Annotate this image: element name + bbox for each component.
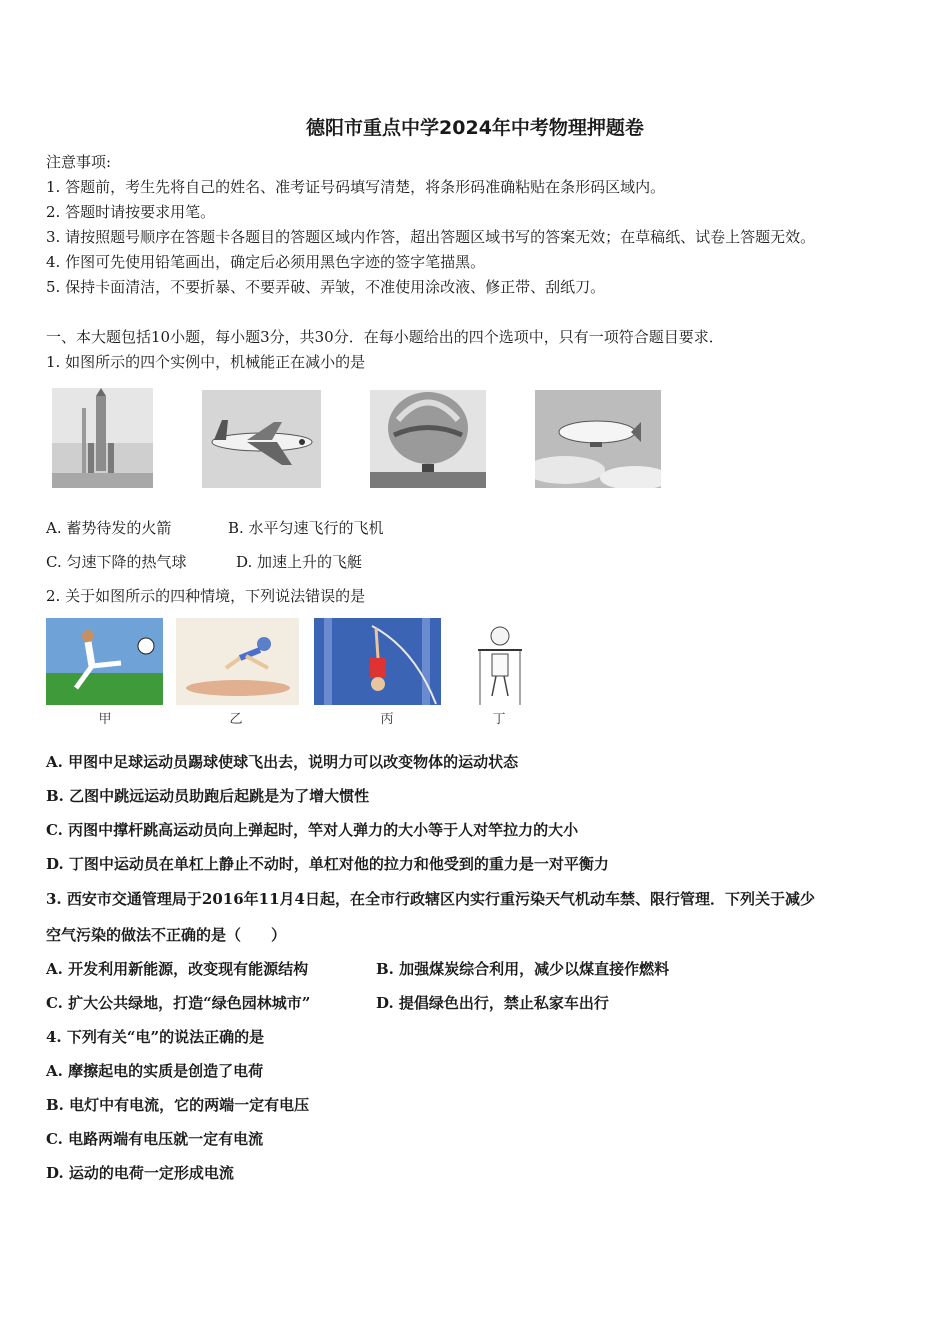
pull-up-bar-image bbox=[462, 618, 528, 705]
question-2-stem: 2. 关于如图所示的四种情境，下列说法错误的是 bbox=[46, 587, 366, 605]
question-4-stem: 4. 下列有关“电”的说法正确的是 bbox=[46, 1028, 265, 1046]
notice-heading: 注意事项: bbox=[46, 153, 112, 171]
hot-air-balloon-image bbox=[370, 390, 486, 488]
q2-option: C. 丙图中撑杆跳高运动员向上弹起时，竿对人弹力的大小等于人对竿拉力的大小 bbox=[46, 821, 579, 839]
section-heading: 一、本大题包括10小题，每小题3分，共30分．在每小题给出的四个选项中，只有一项符合题目要求． bbox=[46, 328, 724, 346]
page-title: 德阳市重点中学2024年中考物理押题卷 bbox=[306, 117, 644, 139]
q3-option: C. 扩大公共绿地，打造“绿色园林城市” bbox=[46, 994, 311, 1012]
q2-option: D. 丁图中运动员在单杠上静止不动时，单杠对他的拉力和他受到的重力是一对平衡力 bbox=[46, 855, 609, 873]
figure-caption: 丙 bbox=[380, 712, 394, 727]
figure-caption: 甲 bbox=[98, 712, 112, 727]
notice-item: 3. 请按照题号顺序在答题卡各题目的答题区域内作答，超出答题区域书写的答案无效；在草稿纸、试卷上答题无效。 bbox=[46, 228, 816, 246]
q4-option: C. 电路两端有电压就一定有电流 bbox=[46, 1130, 264, 1148]
notice-item: 4. 作图可先使用铅笔画出，确定后必须用黑色字迹的签字笔描黑。 bbox=[46, 253, 486, 271]
q1-option: B. 水平匀速飞行的飞机 bbox=[228, 519, 384, 537]
question-1-stem: 1. 如图所示的四个实例中，机械能正在减小的是 bbox=[46, 353, 366, 371]
notice-item: 1. 答题前，考生先将自己的姓名、准考证号码填写清楚，将条形码准确粘贴在条形码区域内。 bbox=[46, 178, 666, 196]
figure-caption: 丁 bbox=[492, 712, 506, 727]
airship-image bbox=[535, 390, 661, 488]
q1-option: C. 匀速下降的热气球 bbox=[46, 553, 187, 571]
pole-vault-image bbox=[314, 618, 441, 705]
q2-option: B. 乙图中跳远运动员助跑后起跳是为了增大惯性 bbox=[46, 787, 370, 805]
soccer-player-image bbox=[46, 618, 163, 705]
q1-option: D. 加速上升的飞艇 bbox=[236, 553, 363, 571]
airplane-image bbox=[202, 390, 321, 488]
q4-option: D. 运动的电荷一定形成电流 bbox=[46, 1164, 234, 1182]
q3-option: D. 提倡绿色出行，禁止私家车出行 bbox=[376, 994, 609, 1012]
q3-option: B. 加强煤炭综合利用，减少以煤直接作燃料 bbox=[376, 960, 670, 978]
question-3-stem: 3. 西安市交通管理局于2016年11月4日起，在全市行政辖区内实行重污染天气机动车禁、限行管理．下列关于减少 bbox=[46, 890, 815, 908]
question-3-stem-cont: 空气污染的做法不正确的是（ ） bbox=[46, 926, 287, 944]
q4-option: B. 电灯中有电流，它的两端一定有电压 bbox=[46, 1096, 310, 1114]
q2-option: A. 甲图中足球运动员踢球使球飞出去，说明力可以改变物体的运动状态 bbox=[46, 753, 519, 771]
rocket-image bbox=[52, 388, 153, 488]
long-jump-image bbox=[176, 618, 299, 705]
figure-caption: 乙 bbox=[229, 712, 243, 727]
q4-option: A. 摩擦起电的实质是创造了电荷 bbox=[46, 1062, 264, 1080]
notice-item: 2. 答题时请按要求用笔。 bbox=[46, 203, 216, 221]
q1-option: A. 蓄势待发的火箭 bbox=[46, 519, 172, 537]
q3-option: A. 开发利用新能源，改变现有能源结构 bbox=[46, 960, 309, 978]
notice-item: 5. 保持卡面清洁，不要折暴、不要弄破、弄皱，不准使用涂改液、修正带、刮纸刀。 bbox=[46, 278, 606, 296]
